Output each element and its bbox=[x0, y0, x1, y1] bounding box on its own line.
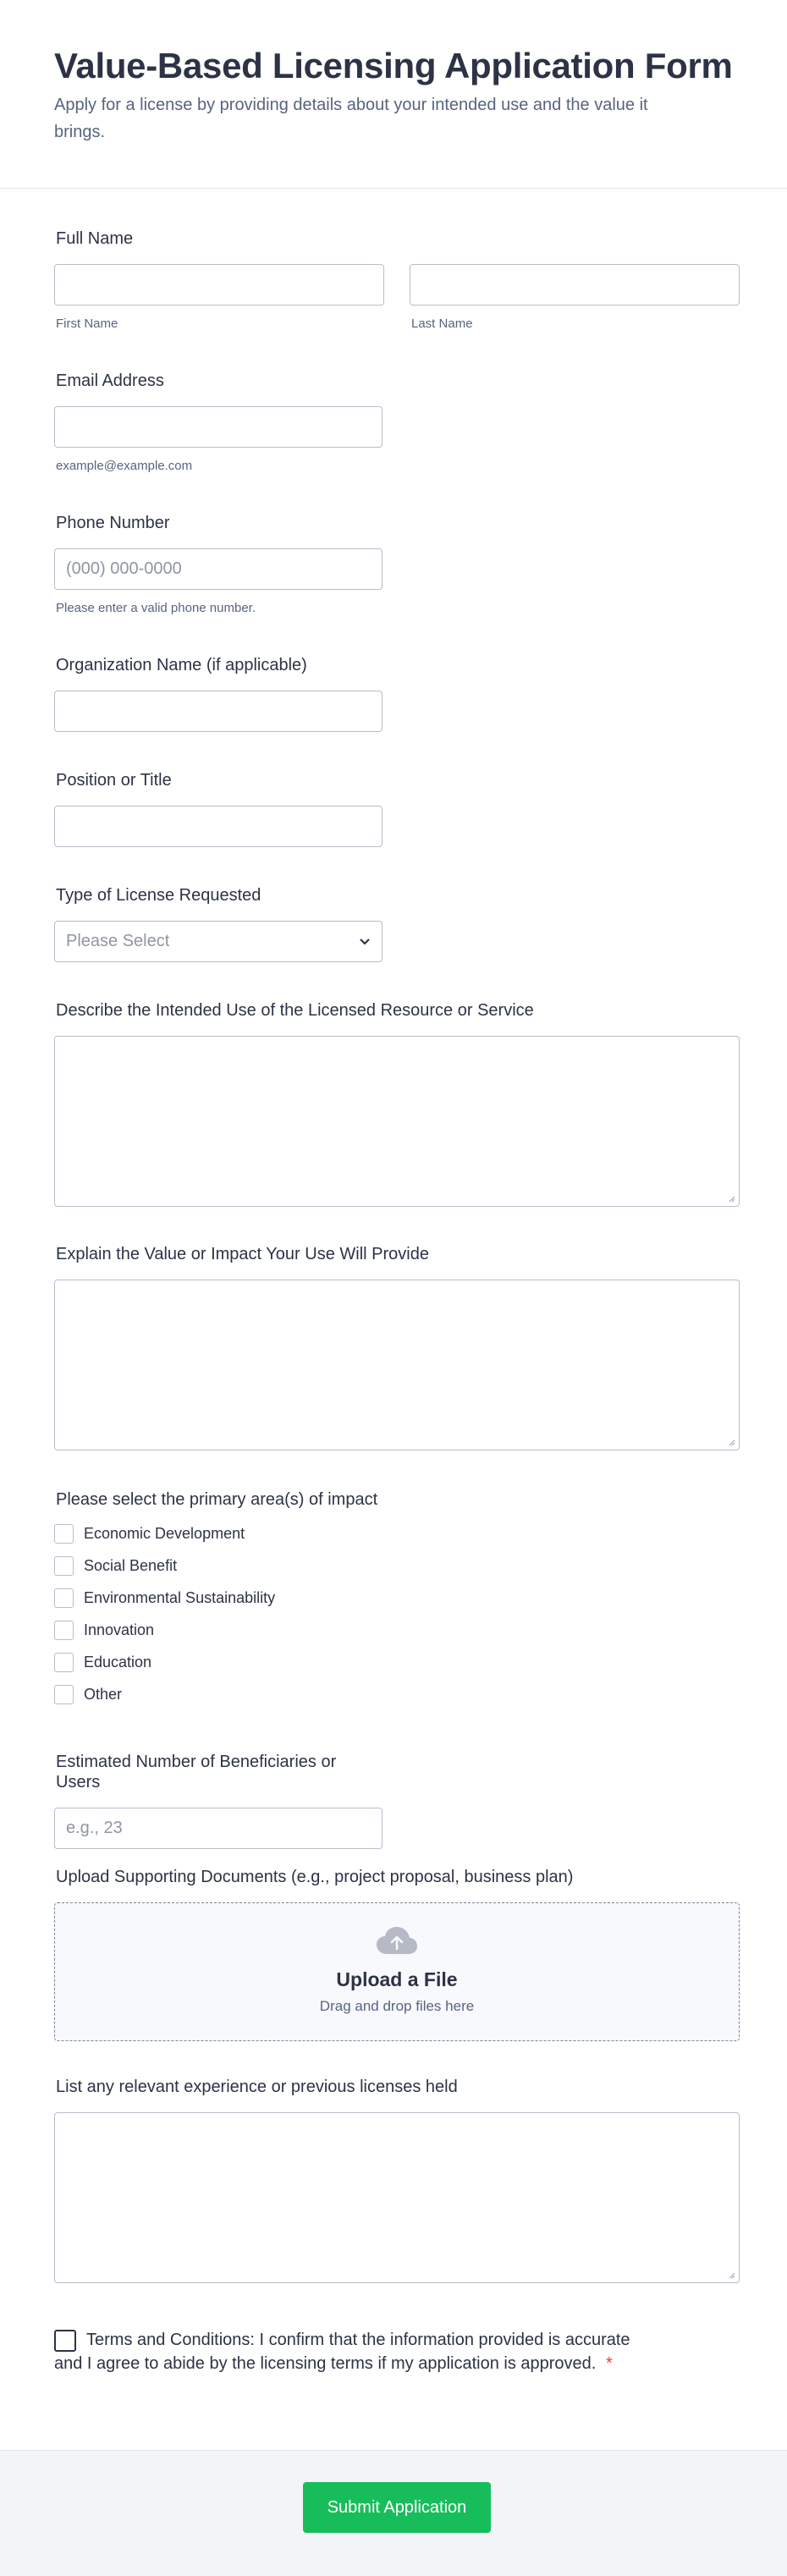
upload-hint: Drag and drop files here bbox=[319, 1998, 475, 2014]
chevron-down-icon bbox=[359, 932, 371, 951]
full-name-field bbox=[54, 228, 740, 331]
value-impact-label: Explain the Value or Impact Your Use Will Provide bbox=[56, 1245, 429, 1263]
intended-use-label: Describe the Intended Use of the Licensed Resource or Service bbox=[56, 1001, 534, 1020]
impact-option[interactable] bbox=[54, 1549, 740, 1582]
organization-input[interactable] bbox=[54, 691, 382, 732]
form-subtitle: Apply for a license by providing details about your intended use and the value it brings. bbox=[54, 96, 648, 141]
phone-field bbox=[54, 513, 382, 615]
organization-field bbox=[54, 655, 382, 732]
email-sublabel: example@example.com bbox=[56, 459, 193, 473]
upload-title: Upload a File bbox=[336, 1968, 458, 1990]
impact-option-label: Education bbox=[84, 1653, 152, 1671]
impact-option-label: Environmental Sustainability bbox=[84, 1588, 276, 1606]
form-title: Value-Based Licensing Application Form bbox=[54, 46, 733, 85]
full-name-label: Full Name bbox=[56, 229, 134, 248]
beneficiaries-label: Estimated Number of Beneficiaries or Users bbox=[56, 1753, 337, 1792]
checkbox[interactable] bbox=[54, 1588, 74, 1608]
phone-sublabel: Please enter a valid phone number. bbox=[56, 601, 256, 615]
terms-field bbox=[54, 2328, 638, 2375]
beneficiaries-placeholder: e.g., 23 bbox=[66, 1819, 123, 1837]
cloud-upload-icon bbox=[375, 1925, 419, 1960]
experience-field bbox=[54, 2077, 740, 2283]
phone-input[interactable] bbox=[54, 548, 382, 590]
checkbox[interactable] bbox=[54, 1621, 74, 1640]
email-input[interactable] bbox=[54, 406, 382, 448]
position-field bbox=[54, 770, 382, 847]
position-input[interactable] bbox=[54, 806, 382, 847]
terms-text: Terms and Conditions: I confirm that the information provided is accurate and I agree to abide by the licensing terms if my application is approved. bbox=[54, 2331, 630, 2373]
position-label: Position or Title bbox=[56, 771, 172, 790]
last-name-input[interactable] bbox=[410, 264, 740, 305]
intended-use-field bbox=[54, 1000, 740, 1207]
upload-field bbox=[54, 1867, 740, 2041]
last-name-sublabel: Last Name bbox=[411, 316, 473, 331]
impact-areas-field bbox=[54, 1489, 740, 1710]
email-field bbox=[54, 371, 382, 473]
impact-option-label: Economic Development bbox=[84, 1524, 245, 1542]
terms-checkbox[interactable] bbox=[54, 2330, 76, 2352]
resize-handle-icon[interactable] bbox=[729, 2272, 735, 2279]
form-header bbox=[0, 0, 787, 189]
license-type-selected: Please Select bbox=[66, 932, 170, 950]
first-name-sublabel: First Name bbox=[56, 316, 118, 331]
impact-option-label: Innovation bbox=[84, 1621, 155, 1638]
resize-handle-icon[interactable] bbox=[729, 1439, 735, 1446]
experience-label: List any relevant experience or previous licenses held bbox=[56, 2078, 458, 2096]
organization-label: Organization Name (if applicable) bbox=[56, 656, 307, 674]
form-footer bbox=[0, 2450, 787, 2576]
upload-label: Upload Supporting Documents (e.g., project proposal, business plan) bbox=[56, 1868, 574, 1886]
checkbox[interactable] bbox=[54, 1556, 74, 1576]
value-impact-textarea[interactable] bbox=[54, 1280, 740, 1450]
impact-option[interactable] bbox=[54, 1614, 740, 1646]
impact-option-label: Social Benefit bbox=[84, 1556, 178, 1574]
email-label: Email Address bbox=[56, 372, 164, 390]
experience-textarea[interactable] bbox=[54, 2112, 740, 2283]
license-type-field bbox=[54, 885, 382, 962]
checkbox[interactable] bbox=[54, 1685, 74, 1704]
beneficiaries-field bbox=[54, 1752, 382, 1849]
impact-option[interactable] bbox=[54, 1517, 740, 1549]
impact-areas-checklist bbox=[54, 1517, 740, 1710]
submit-application-button[interactable]: Submit Application bbox=[303, 2482, 491, 2533]
checkbox[interactable] bbox=[54, 1653, 74, 1672]
upload-dropzone[interactable] bbox=[54, 1902, 740, 2041]
license-type-label: Type of License Requested bbox=[56, 886, 261, 905]
required-asterisk: * bbox=[605, 2354, 613, 2373]
impact-areas-label: Please select the primary area(s) of impact bbox=[56, 1490, 378, 1509]
impact-option[interactable] bbox=[54, 1646, 740, 1678]
first-name-input[interactable] bbox=[54, 264, 384, 305]
beneficiaries-input[interactable] bbox=[54, 1808, 382, 1849]
resize-handle-icon[interactable] bbox=[729, 1196, 735, 1203]
intended-use-textarea[interactable] bbox=[54, 1036, 740, 1207]
terms-text-block bbox=[54, 2328, 638, 2375]
checkbox[interactable] bbox=[54, 1524, 74, 1544]
impact-option[interactable] bbox=[54, 1582, 740, 1614]
impact-option-label: Other bbox=[84, 1685, 123, 1703]
impact-option[interactable] bbox=[54, 1678, 740, 1710]
phone-placeholder: (000) 000-0000 bbox=[66, 559, 182, 578]
license-type-select[interactable] bbox=[54, 921, 382, 962]
phone-label: Phone Number bbox=[56, 514, 170, 532]
value-impact-field bbox=[54, 1244, 740, 1450]
